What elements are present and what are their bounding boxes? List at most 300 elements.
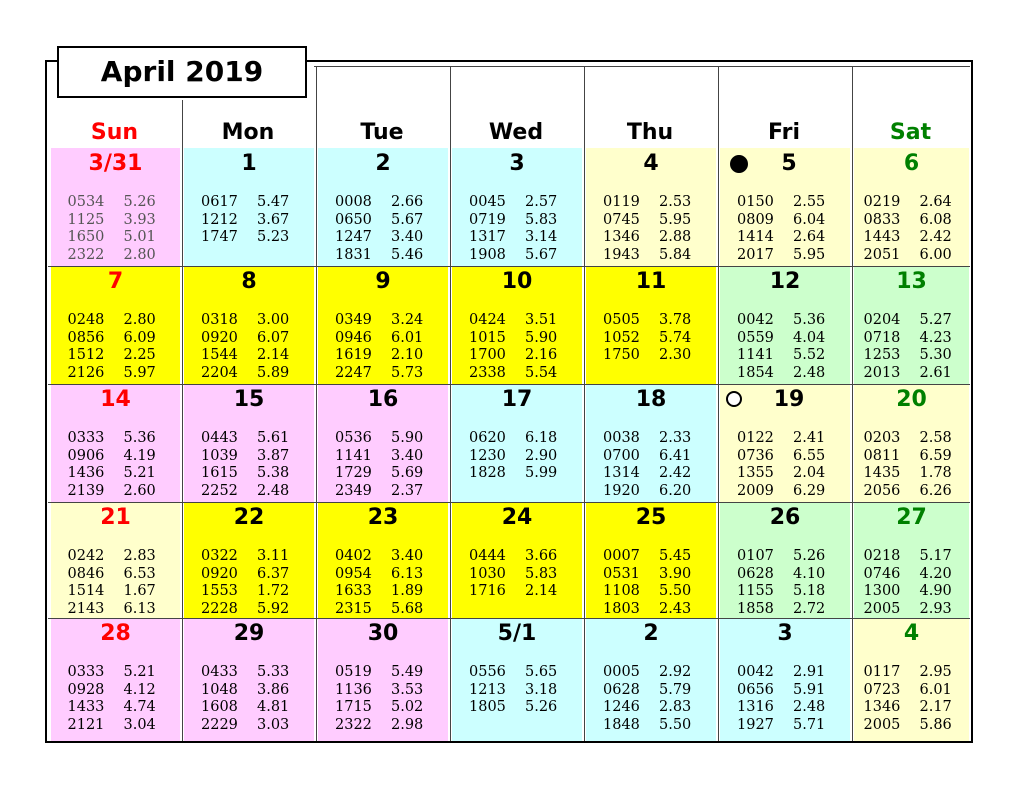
tide-list bbox=[184, 194, 314, 247]
tide-time: 1615 bbox=[201, 465, 238, 482]
tide-entry bbox=[318, 212, 448, 230]
tide-height: 5.36 bbox=[123, 430, 156, 446]
tide-time: 2228 bbox=[201, 600, 238, 617]
tide-height: 6.09 bbox=[123, 329, 156, 346]
day-number: 22 bbox=[233, 505, 265, 530]
tide-height: 5.38 bbox=[257, 465, 290, 482]
day-number: 19 bbox=[773, 387, 805, 412]
tide-entry bbox=[184, 465, 314, 483]
tide-entry bbox=[318, 465, 448, 483]
tide-time: 0534 bbox=[67, 194, 105, 210]
tide-time: 1943 bbox=[603, 246, 640, 263]
tide-list bbox=[854, 312, 969, 382]
tide-list bbox=[854, 194, 969, 264]
tide-entry bbox=[184, 229, 314, 247]
tide-entry bbox=[452, 699, 582, 717]
tide-list bbox=[51, 194, 180, 264]
tide-entry bbox=[586, 312, 716, 330]
day-number: 28 bbox=[100, 621, 131, 646]
tide-height: 4.04 bbox=[793, 329, 826, 346]
tide-time: 0559 bbox=[737, 329, 774, 346]
column-divider bbox=[584, 66, 585, 741]
tide-time: 2009 bbox=[737, 482, 774, 499]
tide-entry bbox=[318, 194, 448, 212]
tide-entry bbox=[720, 682, 850, 700]
tide-time: 0656 bbox=[737, 681, 774, 698]
tide-entry bbox=[854, 448, 969, 466]
tide-time: 0219 bbox=[863, 194, 901, 210]
day-number: 5/1 bbox=[497, 621, 537, 646]
tide-time: 0846 bbox=[67, 565, 105, 582]
calendar-grid bbox=[48, 66, 970, 741]
tide-list bbox=[184, 664, 314, 734]
tide-time: 0204 bbox=[863, 312, 901, 328]
tide-height: 3.53 bbox=[391, 681, 424, 698]
day-cell bbox=[854, 502, 969, 618]
column-divider bbox=[718, 66, 719, 741]
tide-time: 0045 bbox=[469, 194, 506, 210]
tide-entry bbox=[854, 483, 969, 501]
tide-time: 0954 bbox=[335, 565, 372, 582]
day-number: 13 bbox=[896, 269, 927, 294]
tide-time: 2051 bbox=[863, 246, 901, 263]
tide-height: 6.20 bbox=[659, 482, 692, 499]
day-number: 30 bbox=[367, 621, 399, 646]
tide-height: 2.64 bbox=[793, 229, 826, 246]
day-number: 2 bbox=[643, 621, 659, 646]
tide-height: 3.18 bbox=[525, 681, 558, 698]
tide-entry bbox=[452, 212, 582, 230]
tide-time: 0117 bbox=[863, 664, 901, 680]
row-divider bbox=[48, 618, 970, 619]
tide-entry bbox=[51, 483, 180, 501]
tide-time: 2013 bbox=[863, 364, 901, 381]
tide-list bbox=[452, 312, 582, 382]
tide-height: 2.90 bbox=[525, 447, 558, 464]
tide-entry bbox=[720, 365, 850, 383]
tide-entry bbox=[184, 548, 314, 566]
row-divider bbox=[48, 266, 970, 267]
row-divider bbox=[48, 384, 970, 385]
tide-entry bbox=[854, 566, 969, 584]
tide-entry bbox=[854, 194, 969, 212]
tide-time: 0107 bbox=[737, 548, 774, 564]
day-cell bbox=[452, 266, 582, 384]
day-cell bbox=[720, 618, 850, 741]
tide-time: 1716 bbox=[469, 583, 506, 600]
tide-height: 5.86 bbox=[919, 716, 952, 733]
tide-entry bbox=[720, 212, 850, 230]
tide-height: 4.10 bbox=[793, 565, 826, 582]
tide-height: 5.17 bbox=[919, 548, 952, 564]
tide-height: 5.91 bbox=[793, 681, 826, 698]
tide-height: 2.57 bbox=[525, 194, 558, 210]
tide-height: 2.80 bbox=[123, 312, 156, 328]
tide-time: 0811 bbox=[863, 447, 901, 464]
tide-time: 0650 bbox=[335, 211, 372, 228]
tide-time: 2139 bbox=[67, 482, 105, 499]
tide-entry bbox=[586, 664, 716, 682]
tide-time: 2338 bbox=[469, 364, 506, 381]
tide-entry bbox=[318, 717, 448, 735]
day-cell bbox=[184, 148, 314, 266]
tide-time: 0906 bbox=[67, 447, 105, 464]
tide-entry bbox=[184, 448, 314, 466]
tide-time: 0444 bbox=[469, 548, 506, 564]
tide-height: 2.61 bbox=[919, 364, 952, 381]
tide-time: 0402 bbox=[335, 548, 372, 564]
tide-time: 0218 bbox=[863, 548, 901, 564]
tide-entry bbox=[720, 247, 850, 265]
tide-height: 6.13 bbox=[123, 600, 156, 617]
day-cell bbox=[452, 618, 582, 741]
tide-height: 6.18 bbox=[525, 430, 558, 446]
day-number: 29 bbox=[233, 621, 265, 646]
tide-height: 6.53 bbox=[123, 565, 156, 582]
tide-height: 2.83 bbox=[659, 699, 692, 716]
tide-entry bbox=[720, 483, 850, 501]
tide-time: 0318 bbox=[201, 312, 238, 328]
tide-time: 1435 bbox=[863, 465, 901, 482]
tide-time: 1253 bbox=[863, 347, 901, 364]
tide-entry bbox=[184, 347, 314, 365]
tide-list bbox=[184, 312, 314, 382]
tide-time: 0008 bbox=[335, 194, 372, 210]
tide-time: 0920 bbox=[201, 329, 238, 346]
tide-entry bbox=[184, 330, 314, 348]
tide-entry bbox=[318, 430, 448, 448]
tide-height: 5.47 bbox=[257, 194, 290, 210]
tide-time: 1729 bbox=[335, 465, 372, 482]
day-number: 4 bbox=[643, 151, 659, 176]
tide-entry bbox=[452, 548, 582, 566]
tide-time: 1212 bbox=[201, 211, 238, 228]
tide-entry bbox=[51, 601, 180, 619]
tide-time: 0248 bbox=[67, 312, 105, 328]
tide-height: 3.86 bbox=[257, 681, 290, 698]
tide-entry bbox=[586, 212, 716, 230]
tide-height: 3.00 bbox=[257, 312, 290, 328]
tide-entry bbox=[51, 365, 180, 383]
tide-height: 5.83 bbox=[525, 211, 558, 228]
row-divider bbox=[48, 502, 970, 503]
tide-time: 2247 bbox=[335, 364, 372, 381]
tide-time: 0007 bbox=[603, 548, 640, 564]
tide-list bbox=[720, 430, 850, 500]
tide-time: 1715 bbox=[335, 699, 372, 716]
day-cell bbox=[854, 384, 969, 502]
day-number: 1 bbox=[241, 151, 257, 176]
day-number: 5 bbox=[781, 151, 797, 176]
tide-entry bbox=[854, 312, 969, 330]
tide-entry bbox=[51, 347, 180, 365]
tide-entry bbox=[452, 682, 582, 700]
tide-height: 4.12 bbox=[123, 681, 156, 698]
tide-height: 1.67 bbox=[123, 583, 156, 600]
tide-time: 2126 bbox=[67, 364, 105, 381]
tide-time: 0424 bbox=[469, 312, 506, 328]
tide-height: 2.48 bbox=[793, 364, 826, 381]
day-cell bbox=[184, 384, 314, 502]
tide-height: 2.10 bbox=[391, 347, 424, 364]
tide-entry bbox=[854, 212, 969, 230]
tide-entry bbox=[51, 247, 180, 265]
tide-height: 3.93 bbox=[123, 211, 156, 228]
tide-height: 6.01 bbox=[919, 681, 952, 698]
tide-entry bbox=[586, 465, 716, 483]
day-number: 21 bbox=[100, 505, 131, 530]
tide-entry bbox=[184, 717, 314, 735]
tide-height: 2.14 bbox=[525, 583, 558, 600]
tide-height: 3.24 bbox=[391, 312, 424, 328]
tide-height: 5.49 bbox=[391, 664, 424, 680]
tide-height: 6.01 bbox=[391, 329, 424, 346]
tide-height: 2.43 bbox=[659, 600, 692, 617]
day-cell bbox=[720, 502, 850, 618]
tide-entry bbox=[854, 465, 969, 483]
tide-height: 4.81 bbox=[257, 699, 290, 716]
tide-height: 5.36 bbox=[793, 312, 826, 328]
tide-height: 2.93 bbox=[919, 600, 952, 617]
tide-entry bbox=[318, 566, 448, 584]
tide-entry bbox=[854, 365, 969, 383]
tide-time: 0443 bbox=[201, 430, 238, 446]
tide-height: 5.26 bbox=[525, 699, 558, 716]
tide-height: 2.14 bbox=[257, 347, 290, 364]
tide-time: 1136 bbox=[335, 681, 372, 698]
tide-entry bbox=[586, 548, 716, 566]
tide-height: 2.98 bbox=[391, 716, 424, 733]
tide-entry bbox=[184, 601, 314, 619]
tide-height: 1.72 bbox=[257, 583, 290, 600]
tide-list bbox=[854, 430, 969, 500]
tide-entry bbox=[720, 312, 850, 330]
tide-height: 5.01 bbox=[123, 229, 156, 246]
tide-time: 1141 bbox=[335, 447, 372, 464]
tide-height: 6.00 bbox=[919, 246, 952, 263]
tide-entry bbox=[586, 566, 716, 584]
tide-height: 1.78 bbox=[919, 465, 952, 482]
day-number: 24 bbox=[501, 505, 533, 530]
tide-height: 5.71 bbox=[793, 716, 826, 733]
tide-height: 1.89 bbox=[391, 583, 424, 600]
tide-time: 1316 bbox=[737, 699, 774, 716]
tide-entry bbox=[51, 212, 180, 230]
tide-time: 2005 bbox=[863, 716, 901, 733]
tide-entry bbox=[720, 717, 850, 735]
tide-height: 3.78 bbox=[659, 312, 692, 328]
tide-time: 0809 bbox=[737, 211, 774, 228]
tide-entry bbox=[452, 566, 582, 584]
tide-time: 0946 bbox=[335, 329, 372, 346]
tide-time: 1155 bbox=[737, 583, 774, 600]
tide-height: 6.07 bbox=[257, 329, 290, 346]
day-number: 18 bbox=[635, 387, 667, 412]
tide-entry bbox=[586, 717, 716, 735]
header-top-border bbox=[314, 66, 970, 67]
tide-entry bbox=[318, 247, 448, 265]
weekday-label: Tue bbox=[360, 120, 404, 145]
tide-entry bbox=[854, 330, 969, 348]
tide-entry bbox=[586, 430, 716, 448]
tide-height: 5.84 bbox=[659, 246, 692, 263]
tide-entry bbox=[720, 330, 850, 348]
tide-time: 0628 bbox=[603, 681, 640, 698]
tide-height: 3.03 bbox=[257, 716, 290, 733]
tide-time: 1300 bbox=[863, 583, 901, 600]
tide-entry bbox=[318, 483, 448, 501]
tide-entry bbox=[720, 229, 850, 247]
tide-height: 2.37 bbox=[391, 482, 424, 499]
tide-time: 1803 bbox=[603, 600, 640, 617]
tide-entry bbox=[854, 682, 969, 700]
tide-height: 5.92 bbox=[257, 600, 290, 617]
tide-list bbox=[51, 664, 180, 734]
tide-time: 1141 bbox=[737, 347, 774, 364]
tide-time: 1514 bbox=[67, 583, 105, 600]
tide-height: 5.27 bbox=[919, 312, 952, 328]
tide-time: 0150 bbox=[737, 194, 774, 210]
tide-height: 2.72 bbox=[793, 600, 826, 617]
tide-entry bbox=[854, 664, 969, 682]
tide-height: 2.41 bbox=[793, 430, 826, 446]
tide-time: 0746 bbox=[863, 565, 901, 582]
tide-entry bbox=[51, 699, 180, 717]
tide-height: 5.90 bbox=[391, 430, 424, 446]
tide-height: 5.54 bbox=[525, 364, 558, 381]
tide-list bbox=[452, 194, 582, 264]
day-cell bbox=[318, 148, 448, 266]
day-cell bbox=[318, 384, 448, 502]
tide-time: 1213 bbox=[469, 681, 506, 698]
day-cell bbox=[854, 266, 969, 384]
tide-entry bbox=[854, 601, 969, 619]
tide-entry bbox=[854, 430, 969, 448]
tide-height: 4.23 bbox=[919, 329, 952, 346]
tide-time: 1052 bbox=[603, 329, 640, 346]
day-cell bbox=[452, 502, 582, 618]
tide-height: 5.45 bbox=[659, 548, 692, 564]
tide-entry bbox=[720, 548, 850, 566]
tide-time: 1608 bbox=[201, 699, 238, 716]
day-number: 8 bbox=[241, 269, 257, 294]
tide-list bbox=[586, 194, 716, 264]
tide-height: 5.73 bbox=[391, 364, 424, 381]
day-cell bbox=[318, 502, 448, 618]
tide-entry bbox=[452, 330, 582, 348]
tide-time: 1619 bbox=[335, 347, 372, 364]
tide-time: 1805 bbox=[469, 699, 506, 716]
tide-height: 2.91 bbox=[793, 664, 826, 680]
tide-height: 5.90 bbox=[525, 329, 558, 346]
tide-height: 2.95 bbox=[919, 664, 952, 680]
tide-entry bbox=[452, 465, 582, 483]
tide-entry bbox=[318, 365, 448, 383]
tide-time: 1747 bbox=[201, 229, 238, 246]
tide-height: 5.97 bbox=[123, 364, 156, 381]
day-number: 14 bbox=[100, 387, 131, 412]
tide-entry bbox=[586, 583, 716, 601]
tide-list bbox=[854, 548, 969, 618]
tide-time: 0005 bbox=[603, 664, 640, 680]
tide-entry bbox=[854, 347, 969, 365]
tide-list bbox=[854, 664, 969, 734]
tide-height: 5.18 bbox=[793, 583, 826, 600]
tide-height: 6.04 bbox=[793, 211, 826, 228]
tide-height: 2.30 bbox=[659, 347, 692, 364]
column-divider bbox=[450, 66, 451, 741]
tide-list bbox=[586, 548, 716, 618]
day-number: 11 bbox=[635, 269, 667, 294]
tide-entry bbox=[452, 229, 582, 247]
tide-time: 1230 bbox=[469, 447, 506, 464]
tide-time: 0333 bbox=[67, 664, 105, 680]
tide-time: 1314 bbox=[603, 465, 640, 482]
tide-height: 3.14 bbox=[525, 229, 558, 246]
tide-entry bbox=[51, 312, 180, 330]
tide-entry bbox=[184, 682, 314, 700]
tide-time: 1246 bbox=[603, 699, 640, 716]
tide-time: 0042 bbox=[737, 312, 774, 328]
day-cell bbox=[51, 618, 180, 741]
tide-height: 6.29 bbox=[793, 482, 826, 499]
tide-entry bbox=[318, 312, 448, 330]
tide-height: 2.60 bbox=[123, 482, 156, 499]
tide-time: 0700 bbox=[603, 447, 640, 464]
day-number: 3/31 bbox=[88, 151, 143, 176]
day-cell bbox=[184, 502, 314, 618]
tide-list bbox=[318, 194, 448, 264]
tide-time: 2143 bbox=[67, 600, 105, 617]
tide-time: 2056 bbox=[863, 482, 901, 499]
day-cell bbox=[452, 148, 582, 266]
tide-time: 1854 bbox=[737, 364, 774, 381]
tide-time: 0617 bbox=[201, 194, 238, 210]
tide-time: 0856 bbox=[67, 329, 105, 346]
tide-height: 6.13 bbox=[391, 565, 424, 582]
tide-entry bbox=[452, 430, 582, 448]
tide-time: 0203 bbox=[863, 430, 901, 446]
tide-height: 5.67 bbox=[525, 246, 558, 263]
tide-entry bbox=[452, 365, 582, 383]
tide-height: 2.83 bbox=[123, 548, 156, 564]
tide-time: 0505 bbox=[603, 312, 640, 328]
tide-entry bbox=[318, 330, 448, 348]
tide-list bbox=[720, 664, 850, 734]
calendar-title: April 2019 bbox=[57, 46, 307, 98]
tide-time: 1512 bbox=[67, 347, 105, 364]
tide-time: 1750 bbox=[603, 347, 640, 364]
tide-time: 0242 bbox=[67, 548, 105, 564]
tide-time: 0736 bbox=[737, 447, 774, 464]
tide-entry bbox=[184, 583, 314, 601]
tide-height: 3.67 bbox=[257, 211, 290, 228]
tide-list bbox=[586, 430, 716, 500]
tide-entry bbox=[586, 194, 716, 212]
day-number: 20 bbox=[896, 387, 927, 412]
tide-entry bbox=[720, 699, 850, 717]
day-number: 15 bbox=[233, 387, 265, 412]
tide-time: 1544 bbox=[201, 347, 238, 364]
tide-height: 5.23 bbox=[257, 229, 290, 246]
tide-entry bbox=[452, 583, 582, 601]
tide-entry bbox=[452, 194, 582, 212]
tide-entry bbox=[586, 347, 716, 365]
tide-time: 0349 bbox=[335, 312, 372, 328]
tide-time: 1125 bbox=[67, 211, 105, 228]
day-number: 2 bbox=[375, 151, 391, 176]
tide-height: 2.42 bbox=[919, 229, 952, 246]
